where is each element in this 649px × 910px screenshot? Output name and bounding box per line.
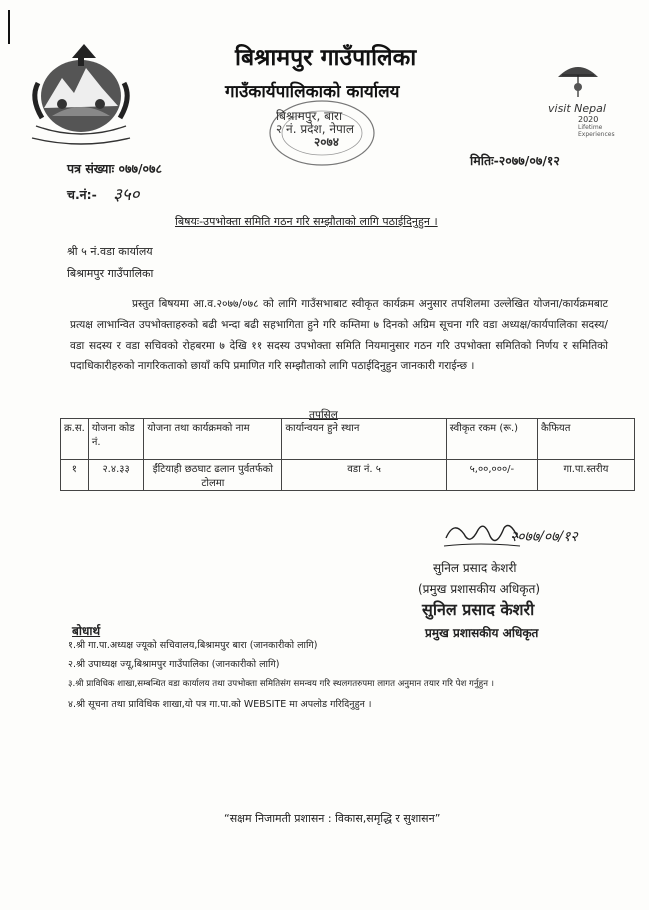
col-header-sn: क्र.स. [61, 419, 89, 460]
subject-line: बिषयः-उपभोक्ता समिति गठन गरि सम्झौताको लागि पठाईदिनुहुन । [175, 215, 438, 228]
margin-mark [8, 10, 10, 44]
cc-item-2: २.श्री उपाध्यक्ष ज्यू,बिश्रामपुर गाउँपालिका (जानकारीको लागि) [68, 659, 280, 670]
cc-item-3: ३.श्री प्राविधिक शाखा,सम्बन्धित वडा कार्यालय तथा उपभोक्ता समितिसंग समन्वय गरि स्थलगतरुपमा लागत अनुमान तयार गरि पेश गर्नुहुन । [68, 679, 494, 689]
cell-amount: ५,००,०००/- [446, 460, 537, 491]
addressee-line-2: बिश्रामपुर गाउँपालिका [67, 267, 154, 280]
addressee-line-1: श्री ५ नं.वडा कार्यालय [67, 245, 153, 258]
cell-sn: १ [61, 460, 89, 491]
bodhartha-heading: बोधार्थ [72, 624, 101, 638]
col-header-amount: स्वीकृत रकम (रू.) [446, 419, 537, 460]
cc-item-1: १.श्री गा.पा.अध्यक्ष ज्यूको सचिवालय,बिश्रामपुर बारा (जानकारीको लागि) [68, 640, 318, 651]
visit-nepal-year: 2020 [578, 115, 599, 124]
col-header-name: योजना तथा कार्यक्रमको नाम [144, 419, 282, 460]
municipality-title: बिश्रामपुर गाउँपालिका [235, 45, 417, 71]
office-address [276, 110, 354, 149]
col-header-remarks: कैफियत [537, 419, 634, 460]
visit-nepal-tagline: Lifetime Experiences [578, 124, 615, 138]
chalani-number: ३५० [113, 185, 140, 205]
seal-year: २०७४ [314, 135, 339, 149]
cell-remarks: गा.पा.स्तरीय [537, 460, 634, 491]
visit-nepal-logo [548, 55, 638, 138]
chalani-label: च.नं:- [67, 187, 97, 202]
signer-name: सुनिल प्रसाद केशरी [433, 561, 517, 575]
cell-name: ईंटियाही छठघाट ढलान पुर्वतर्फको टोलमा [144, 460, 282, 491]
address-line-1: बिश्रामपुर, बारा [276, 109, 343, 123]
umbrella-icon [548, 55, 638, 99]
col-header-code: योजना कोड नं. [88, 419, 144, 460]
signer-title: (प्रमुख प्रशासकीय अधिकृत) [418, 582, 541, 596]
signature-date: २०७७/०७/१२ [510, 529, 578, 545]
nepal-emblem-logo [22, 38, 140, 150]
table-header-row [61, 419, 635, 460]
body-paragraph: प्रस्तुत बिषयमा आ.व.२०७७/०७८ को लागि गाउँसभाबाट स्वीकृत कार्यक्रम अनुसार तपशिलमा उल्लेखित योजना/कार्यक्रमबाट प्रत्यक्ष लाभान्वित उपभोक्ताहरुको बढी भन्दा बढी सहभागिता हुने गरि कम्तिमा ७ दिनको अग्रिम सूचना गरि वडा अध्यक्ष/कार्यपालिका सदस्य/वडा सदस्य र वडा सचिवको रोहबरमा ७ देखि ११ सदस्य उपभोक्ता समिति नियमानुसार गठन गरि उपभोक्ता समितिको निर्णय र समितिको पदाधिकारीहरुको नागरिकताको छायाँ कपि प्रमाणित गरि सम्झौताको लागि पठाईदिनुहुन जानकारी गराईन्छ । [70, 298, 608, 373]
table-caption: तपसिल [309, 409, 338, 421]
footer-motto: “सक्षम निजामती प्रशासन : विकास,समृद्धि र सुशासन” [224, 812, 441, 825]
table-row [61, 460, 635, 491]
project-table [60, 418, 635, 491]
letter-body [70, 294, 608, 377]
address-line-2: २ नं. प्रदेश, नेपाल [276, 122, 355, 136]
signer-stamp-name: सुनिल प्रसाद केशरी [422, 600, 535, 619]
col-header-location: कार्यान्वयन हुने स्थान [282, 419, 446, 460]
cc-item-4: ४.श्री सूचना तथा प्राविधिक शाखा,यो पत्र गा.पा.को WEBSITE मा अपलोड गरिदिनुहुन । [68, 699, 372, 710]
visit-nepal-text: visit Nepal [548, 102, 606, 115]
cell-location: वडा नं. ५ [282, 460, 446, 491]
patra-sankhya: पत्र संख्याः ०७७/०७८ [67, 161, 163, 176]
cell-code: २.४.३३ [88, 460, 144, 491]
letter-date: मितिः-२०७७/०७/१२ [470, 153, 560, 168]
signer-stamp-title: प्रमुख प्रशासकीय अधिकृत [425, 626, 539, 640]
office-name: गाउँकार्यपालिकाको कार्यालय [225, 82, 400, 102]
